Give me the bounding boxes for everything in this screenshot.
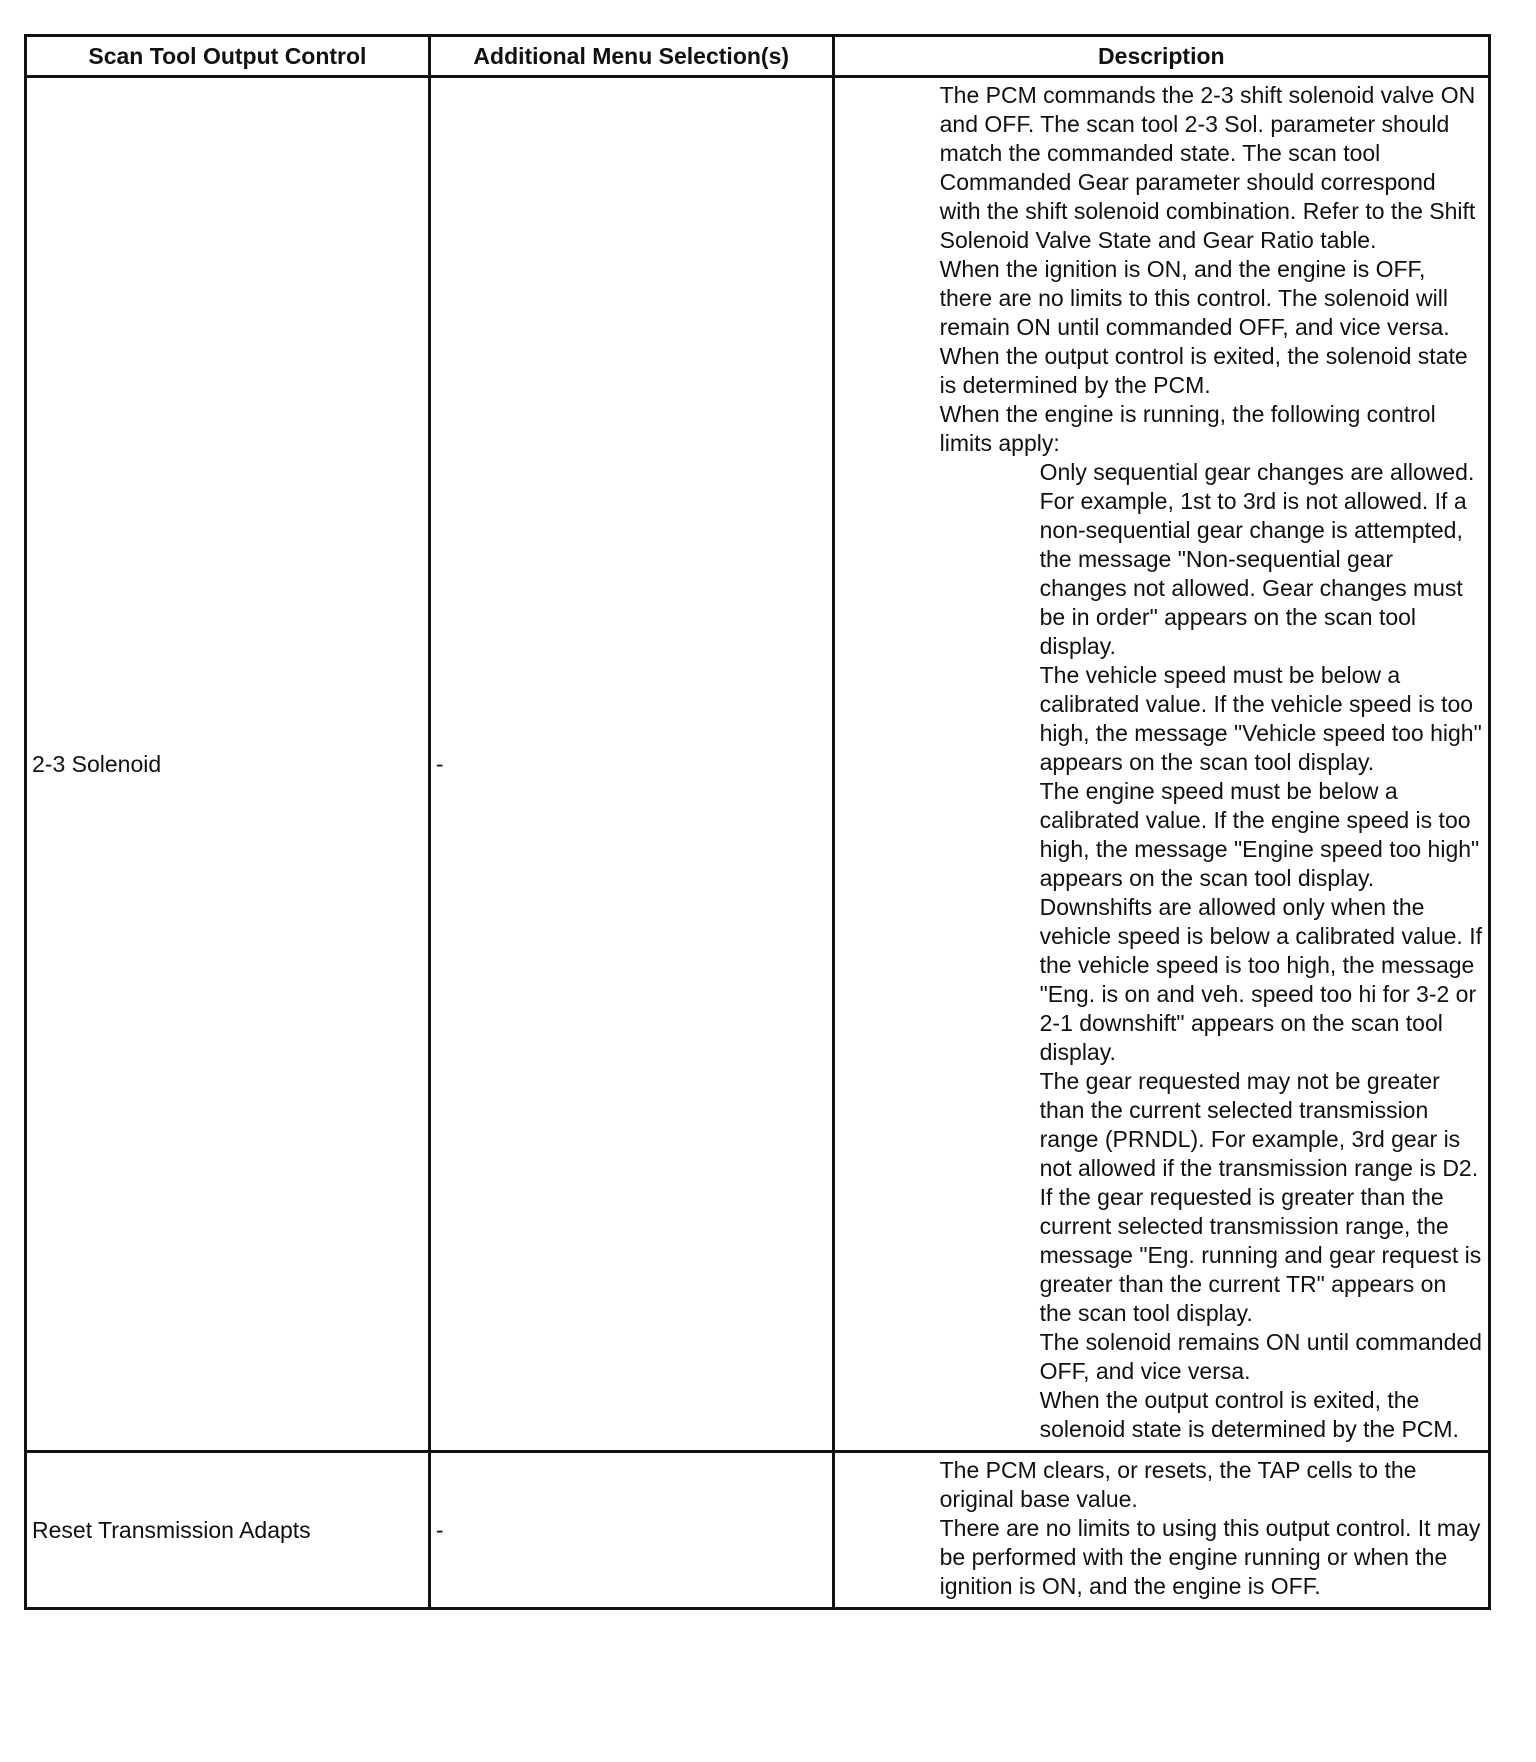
description-cell	[833, 77, 1489, 1452]
output-control-cell	[26, 77, 430, 1452]
header-output-control: Scan Tool Output Control	[26, 36, 430, 77]
description-cell	[833, 1452, 1489, 1609]
description-text	[835, 78, 1488, 1450]
table-header	[26, 36, 1490, 77]
control-limit-item: The gear requested may not be greater than the current selected transmission range (PRNDL). For example, 3rd gear is not allowed if the transmission range is D2. If the gear requested is greater than the current selected transmission range, the message "Eng. running and gear request is greater than the current TR" appears on the scan tool display.	[1039, 1068, 1482, 1326]
description-paragraph: The PCM clears, or resets, the TAP cells to the original base value.	[939, 1457, 1417, 1512]
description-paragraph: When the ignition is ON, and the engine is OFF, there are no limits to this control. The solenoid will remain ON until commanded OFF, and vice versa. When the output control is exited, the solenoid state is determined by the PCM.	[939, 256, 1468, 398]
table-body	[26, 77, 1490, 1609]
description-paragraph: The PCM commands the 2-3 shift solenoid valve ON and OFF. The scan tool 2-3 Sol. parameter should match the commanded state. The scan tool Commanded Gear parameter should correspond with the shift solenoid combination. Refer to the Shift Solenoid Valve State and Gear Ratio table.	[939, 82, 1476, 253]
table-row	[26, 77, 1490, 1452]
menu-selection-value: -	[435, 1516, 444, 1543]
control-limit-item: Only sequential gear changes are allowed. For example, 1st to 3rd is not allowed. If a non-sequential gear change is attempted, the message "Non-sequential gear changes not allowed. Gear changes must be in order" appears on the scan tool display.	[1039, 459, 1475, 659]
control-limit-item: When the output control is exited, the solenoid state is determined by the PCM.	[1039, 1387, 1459, 1442]
control-limit-item: The vehicle speed must be below a calibrated value. If the vehicle speed is too high, the message "Vehicle speed too high" appears on the scan tool display.	[1039, 662, 1482, 775]
output-control-name: Reset Transmission Adapts	[32, 1516, 311, 1543]
output-control-cell	[26, 1452, 430, 1609]
output-control-table	[24, 34, 1491, 1610]
control-limit-item: The solenoid remains ON until commanded OFF, and vice versa.	[1039, 1329, 1482, 1384]
menu-selection-cell	[429, 77, 833, 1452]
control-limits-list	[1040, 458, 1482, 1444]
header-menu-selection: Additional Menu Selection(s)	[429, 36, 833, 77]
control-limit-item: Downshifts are allowed only when the vehicle speed is below a calibrated value. If the vehicle speed is too high, the message "Eng. is on and veh. speed too hi for 3-2 or 2-1 downshift" appears on the scan tool display.	[1039, 894, 1482, 1065]
output-control-name: 2-3 Solenoid	[32, 750, 162, 777]
control-limit-item: The engine speed must be below a calibrated value. If the engine speed is too high, the message "Engine speed too high" appears on the scan tool display.	[1039, 778, 1480, 891]
description-paragraph: There are no limits to using this output control. It may be performed with the engine running or when the ignition is ON, and the engine is OFF.	[939, 1515, 1481, 1599]
description-text	[835, 1453, 1488, 1607]
menu-selection-cell	[429, 1452, 833, 1609]
header-row	[26, 36, 1490, 77]
menu-selection-value: -	[435, 750, 444, 777]
header-description: Description	[833, 36, 1489, 77]
description-paragraph: When the engine is running, the following control limits apply:	[939, 401, 1436, 456]
table-row	[26, 1452, 1490, 1609]
